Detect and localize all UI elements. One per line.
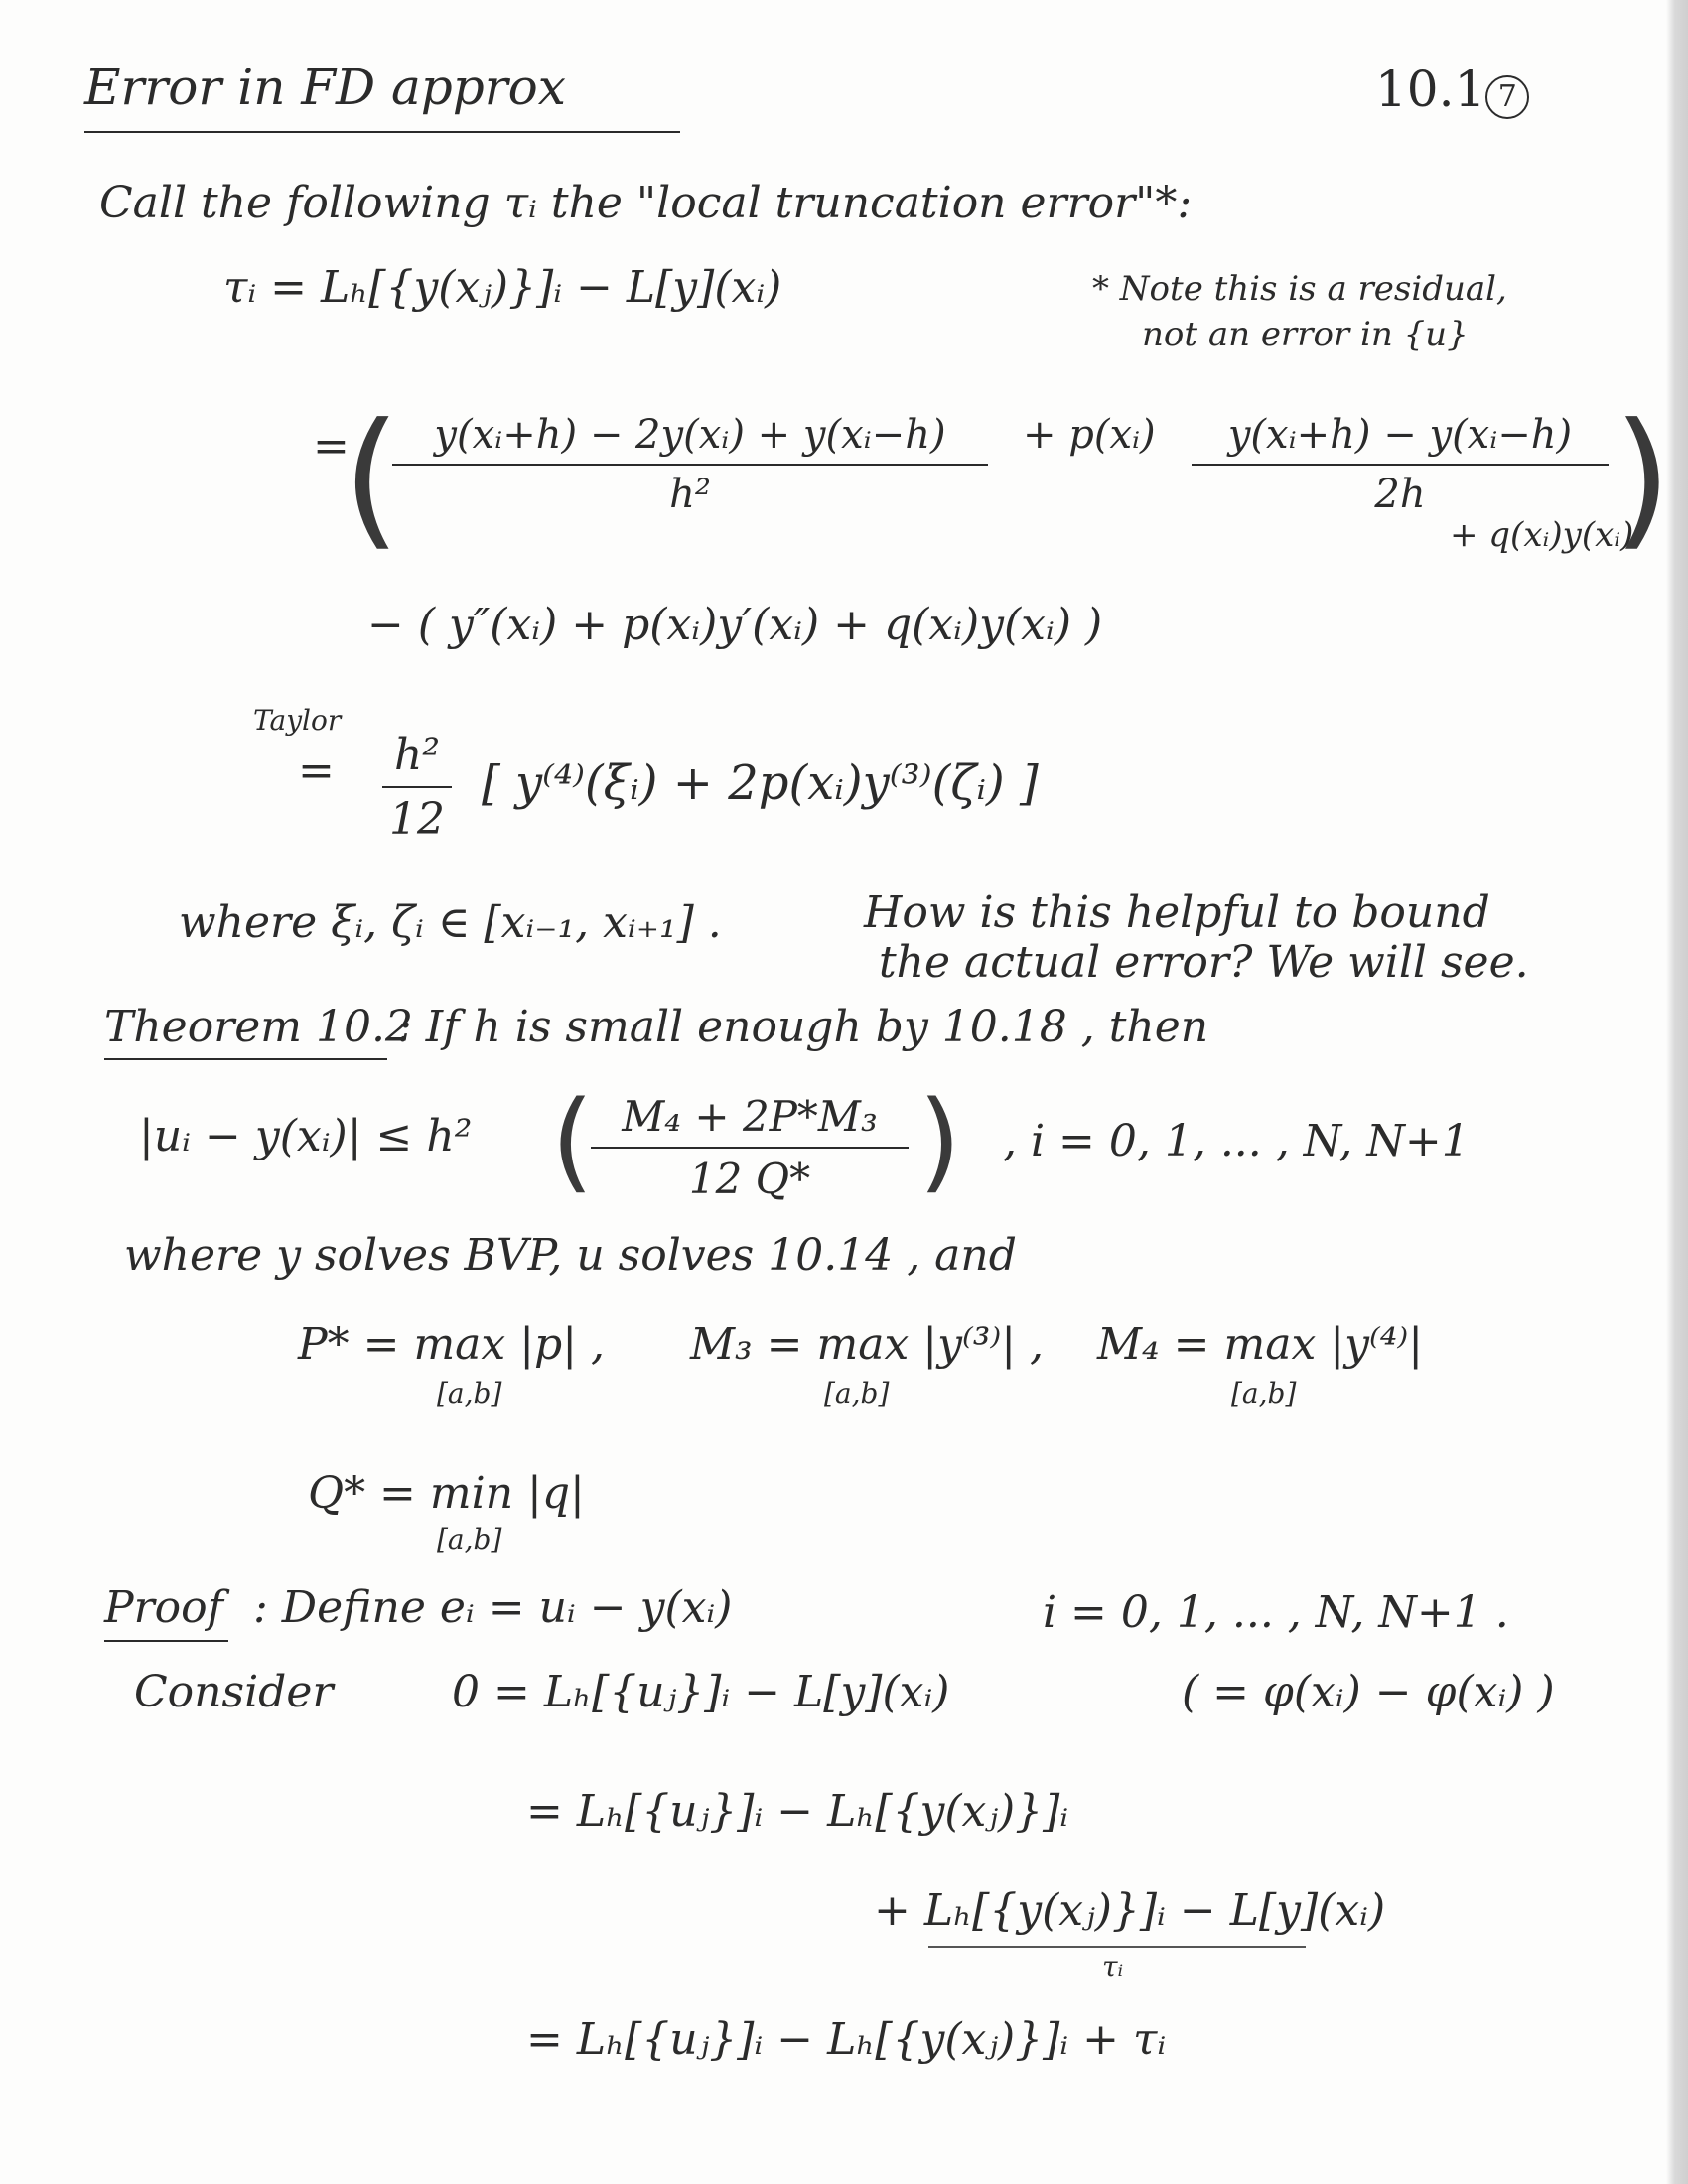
m3-def: M₃ = max |y⁽³⁾| , [690,1319,1045,1370]
bound-denominator: 12 Q* [688,1155,811,1203]
taylor-eq: = [298,746,335,796]
page-number [1375,62,1529,119]
proof-underline [104,1640,228,1642]
tau-definition: τᵢ = Lₕ[{y(xⱼ)}]ᵢ − L[y](xᵢ) [223,262,782,313]
page-number-circle: 7 [1485,75,1529,119]
q-star-def: Q* = min |q| [308,1468,585,1519]
proof-define: : Define eᵢ = uᵢ − y(xᵢ) [253,1582,733,1633]
p-term: + p(xᵢ) [1023,412,1156,458]
question-line-1: How is this helpful to bound [864,887,1490,938]
expansion-close-paren: ) [1614,392,1672,565]
proof-line-4: = Lₕ[{uⱼ}]ᵢ − Lₕ[{y(xⱼ)}]ᵢ + τᵢ [526,2014,1167,2065]
q-star-interval: [a,b] [437,1523,502,1556]
central-difference-fraction [1192,412,1609,517]
fraction-bar [382,786,452,788]
inequality-close-paren: ) [918,1077,961,1204]
note-line-2: not an error in {u} [1142,315,1469,354]
inequality-open-paren: ( [551,1077,594,1204]
minus-line: − ( y″(xᵢ) + p(xᵢ)y′(xᵢ) + q(xᵢ)y(xᵢ) ) [367,600,1103,650]
fraction-bar [392,464,988,466]
fraction-bar [591,1147,909,1149]
proof-line-2: = Lₕ[{uⱼ}]ᵢ − Lₕ[{y(xⱼ)}]ᵢ [526,1786,1069,1837]
call-line: Call the following τᵢ the "local truncation error"*: [99,178,1193,228]
index-range: , i = 0, 1, ... , N, N+1 [1003,1116,1470,1166]
taylor-label: Taylor [253,704,342,737]
p-star-def: P* = max |p| , [298,1319,605,1370]
m4-interval: [a,b] [1231,1377,1297,1410]
proof-line-1: 0 = Lₕ[{uⱼ}]ᵢ − L[y](xᵢ) [452,1667,950,1717]
taylor-bracket: [ y⁽⁴⁾(ξᵢ) + 2p(xᵢ)y⁽³⁾(ζᵢ) ] [482,755,1039,811]
second-difference-fraction [392,412,988,517]
where-conditions: where y solves BVP, u solves 10.14 , and [124,1230,1017,1281]
taylor-coef-denominator: 12 [389,794,445,845]
consider-label: Consider [134,1667,334,1717]
central-difference-numerator: y(xᵢ+h) − y(xᵢ−h) [1227,412,1573,458]
proof-line-3: + Lₕ[{y(xⱼ)}]ᵢ − L[y](xᵢ) [874,1885,1386,1936]
taylor-coef-numerator: h² [394,730,440,780]
proof-label: Proof [104,1582,223,1633]
inequality-left: |uᵢ − y(xᵢ)| ≤ h² [139,1111,473,1161]
expansion-eq: = [313,421,350,472]
theorem-underline [104,1058,387,1060]
m4-def: M₄ = max |y⁽⁴⁾| [1097,1319,1424,1370]
proof-define-range: i = 0, 1, ... , N, N+1 . [1043,1587,1509,1638]
q-term: + q(xᵢ)y(xᵢ) [1450,515,1634,555]
fraction-bar [1192,464,1609,466]
bound-numerator: M₄ + 2P*M₃ [622,1092,878,1141]
m3-interval: [a,b] [824,1377,890,1410]
page-heading: Error in FD approx [84,59,566,116]
expansion-open-paren: ( [343,392,401,565]
page-number-text: 10.1 [1375,61,1486,118]
question-line-2: the actual error? We will see. [879,937,1529,988]
second-difference-denominator: h² [669,472,711,517]
where-xi: where ξᵢ, ζᵢ ∈ [xᵢ₋₁, xᵢ₊₁] . [179,897,722,948]
p-star-interval: [a,b] [437,1377,502,1410]
page-edge-shadow [1666,0,1688,2184]
theorem-statement: : If h is small enough by 10.18 , then [397,1002,1209,1052]
truncation-underbrace [928,1946,1306,1948]
note-line-1: * Note this is a residual, [1092,269,1507,309]
central-difference-denominator: 2h [1374,472,1426,517]
proof-line-1-note: ( = φ(xᵢ) − φ(xᵢ) ) [1182,1667,1555,1717]
second-difference-numerator: y(xᵢ+h) − 2y(xᵢ) + y(xᵢ−h) [434,412,946,458]
heading-underline [84,131,680,133]
taylor-coefficient [382,730,452,845]
theorem-label: Theorem 10.2 [104,1002,413,1052]
bound-fraction [591,1092,909,1203]
underbrace-label: τᵢ [1102,1950,1124,1982]
